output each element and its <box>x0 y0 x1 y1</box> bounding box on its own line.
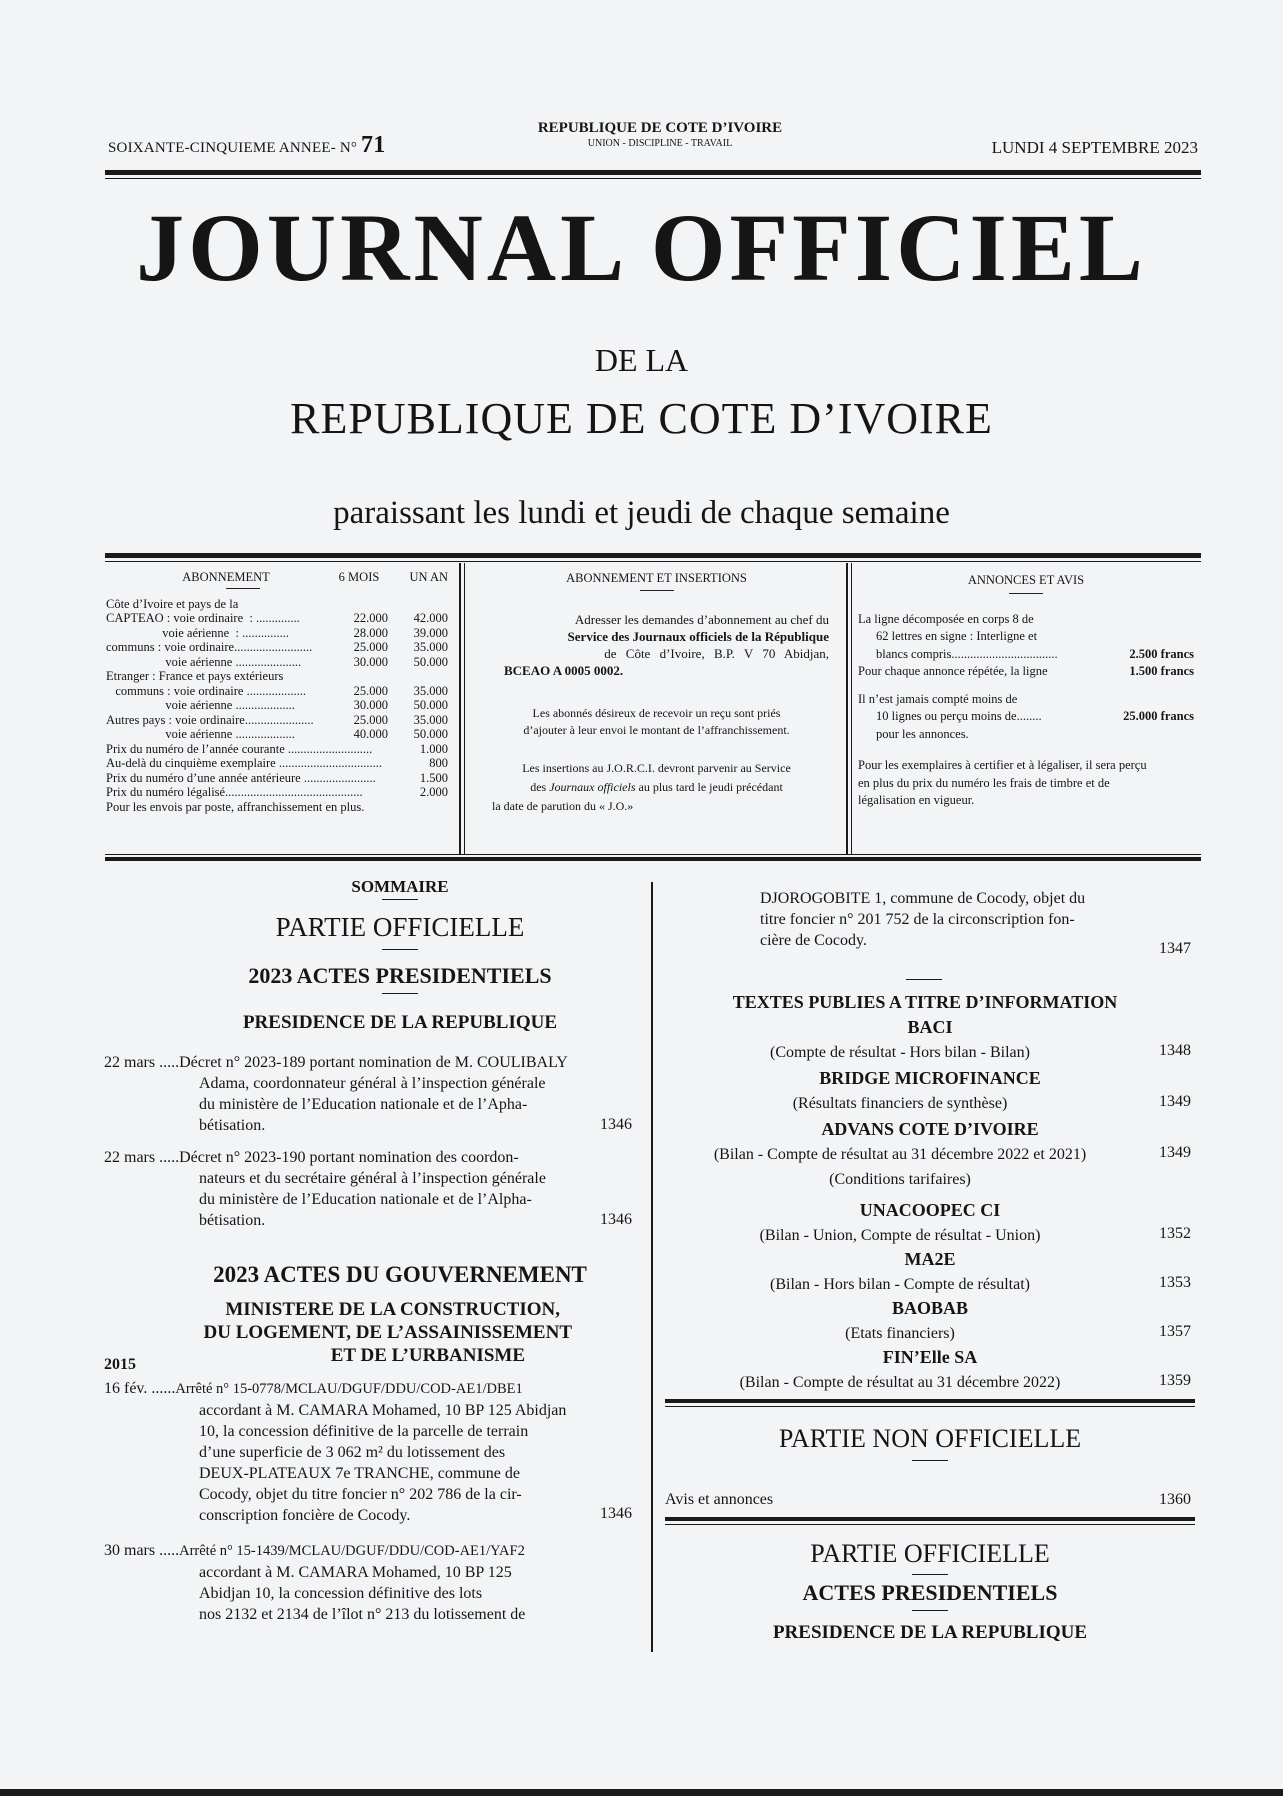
official-part-heading: PARTIE OFFICIELLE <box>810 1539 1050 1568</box>
entry-page: 1346 <box>600 1505 632 1522</box>
row-label: voie aérienne ................... <box>106 727 295 741</box>
presidential-acts-tick <box>382 993 418 994</box>
insertions-p3-line2c: au plus tard le jeudi précédant <box>635 780 783 794</box>
price-value: 1.000 <box>419 741 448 756</box>
entry-date: 30 mars ..... <box>104 1542 180 1559</box>
ann-line1: La ligne décomposée en corps 8 de <box>858 611 1034 626</box>
row-6-months: 30.000 <box>353 698 388 712</box>
document-description-extra: (Conditions tarifaires) <box>829 1171 971 1188</box>
insertions-p1-line4: BCEAO A 0005 0002. <box>504 663 624 678</box>
entry-line: Arrêté n° 15-1439/MCLAU/DGUF/DDU/COD-AE1/YAF2 <box>179 1543 525 1559</box>
ann-line4-price: 1.500 francs <box>1129 664 1194 678</box>
row-6-months: 30.000 <box>353 654 388 669</box>
price-row <box>106 756 448 771</box>
entry-line: Décret n° 2023-189 portant nomination de M. COULIBALY <box>179 1054 568 1071</box>
row-6-months: 40.000 <box>353 727 388 741</box>
entry-line: Décret n° 2023-190 portant nomination des coordon- <box>179 1149 519 1166</box>
presidential-acts-title: 2023 ACTES PRESIDENTIELS <box>248 963 552 988</box>
summary-entry-decree-190 <box>104 1147 584 1231</box>
header-motto: UNION - DISCIPLINE - TRAVAIL <box>587 138 733 149</box>
entry-line: bétisation. <box>199 1117 266 1134</box>
entry-line: cière de Cocody. <box>760 932 867 949</box>
row-1-year: 35.000 <box>413 712 448 727</box>
issue-number-value: 71 <box>361 132 386 158</box>
insertions-p3-line2b: Journaux officiels <box>549 780 636 794</box>
row-label: Autres pays : voie ordinaire...................... <box>106 712 314 727</box>
row-label: CAPTEAO : voie ordinaire : .............. <box>106 611 300 625</box>
row-1-year: 35.000 <box>413 640 448 654</box>
ann-line3: blancs compris.................................. <box>876 646 1058 661</box>
document-page: 1348 <box>1159 1042 1191 1059</box>
price-row <box>106 771 448 786</box>
row-1-year: 39.000 <box>413 625 448 640</box>
insertions-p2-line1: Les abonnés désireux de recevoir un reçu sont priés <box>532 706 781 720</box>
ann-line6-price: 25.000 francs <box>1123 709 1194 723</box>
entry-line: Arrêté n° 15-0778/MCLAU/DGUF/DDU/COD-AE1/DBE1 <box>175 1381 523 1397</box>
document-page: 1349 <box>1159 1144 1191 1161</box>
non-official-rule <box>665 1399 1195 1403</box>
row-6-months: 25.000 <box>353 712 388 727</box>
entry-page: 1346 <box>600 1211 632 1228</box>
subscription-row <box>106 669 448 684</box>
entry-date: 22 mars ..... <box>104 1149 180 1166</box>
header-republic-name: REPUBLIQUE DE COTE D’IVOIRE <box>537 120 783 136</box>
row-label: voie aérienne : ............... <box>106 625 289 640</box>
ann-line8: Pour les exemplaires à certifier et à légaliser, il sera perçu <box>858 758 1147 772</box>
insertions-p1-line3: de Côte d’Ivoire, B.P. V 70 Abidjan, <box>604 646 829 661</box>
notices-entry: Avis et annonces <box>665 1491 774 1508</box>
row-label: communs : voie ordinaire ................... <box>106 683 306 698</box>
price-label: Prix du numéro d’une année antérieure ....................... <box>106 770 376 785</box>
row-6-months <box>344 669 388 684</box>
ann-line2: 62 lettres en signe : Interligne et <box>876 629 1038 643</box>
document-page: 1352 <box>1159 1225 1191 1242</box>
row-6-months: 28.000 <box>353 625 388 640</box>
infobox-bottom-rule <box>105 857 1201 861</box>
postage-note: Pour les envois par poste, affranchissement en plus. <box>106 799 365 814</box>
row-1-year: 50.000 <box>413 698 448 712</box>
ann-line5: Il n’est jamais compté moins de <box>858 691 1018 706</box>
insertions-p1-line1: Adresser les demandes d’abonnement au chef du <box>574 612 829 627</box>
official-heading-tick <box>912 1574 948 1575</box>
ministry-title <box>150 1298 650 1367</box>
entry-line: du ministère de l’Education nationale et de l’Alpha- <box>199 1191 532 1208</box>
entry-line: Adama, coordonnateur général à l’inspection générale <box>199 1075 546 1092</box>
continued-entry <box>760 888 1180 951</box>
subscription-table <box>106 570 448 814</box>
government-acts-title: 2023 ACTES DU GOUVERNEMENT <box>213 1262 587 1287</box>
subscription-rows <box>106 597 448 742</box>
document-page: 1353 <box>1159 1274 1191 1291</box>
ann-line6: 10 lignes ou perçu moins de........ <box>876 709 1042 723</box>
presidential-acts-heading-tick <box>912 1610 948 1611</box>
subscription-row <box>106 597 448 612</box>
infobox-bottom-rule-thin <box>105 854 1201 855</box>
announcements-title: ANNONCES ET AVIS <box>967 573 1085 587</box>
official-section-rule-thin <box>665 1524 1195 1525</box>
ann-line7: pour les annonces. <box>876 726 969 741</box>
announcements-column <box>858 572 1194 810</box>
issue-number <box>108 132 385 159</box>
subscription-row <box>106 727 448 742</box>
row-label: communs : voie ordinaire......................... <box>106 640 313 654</box>
document-description: (Compte de résultat - Hors bilan - Bilan) <box>770 1044 1030 1061</box>
header-rule-thin <box>105 178 1201 179</box>
row-label: voie aérienne ..................... <box>106 654 302 669</box>
price-row <box>106 742 448 757</box>
document-description: (Bilan - Compte de résultat au 31 décembre 2022 et 2021) <box>713 1146 1087 1163</box>
row-label: Etranger : France et pays extérieurs <box>106 669 284 683</box>
company-name: ADVANS COTE D’IVOIRE <box>821 1119 1039 1139</box>
entry-line: 10, la concession définitive de la parcelle de terrain <box>199 1423 529 1440</box>
insertions-title-tick <box>640 590 674 591</box>
official-part-title: PARTIE OFFICIELLE <box>275 912 525 942</box>
summary-tick <box>382 899 418 900</box>
entry-line: DEUX-PLATEAUX 7e TRANCHE, commune de <box>199 1465 520 1482</box>
subscription-row <box>106 655 448 670</box>
entry-line: Abidjan 10, la concession définitive des lots <box>199 1585 483 1602</box>
ann-line4: Pour chaque annonce répétée, la ligne <box>858 664 1048 678</box>
row-6-months: 25.000 <box>353 683 388 698</box>
summary-entry-arrete-1439 <box>104 1540 584 1625</box>
price-rows <box>106 742 448 800</box>
entry-line: nateurs et du secrétaire général à l’inspection générale <box>199 1170 546 1187</box>
row-1-year: 50.000 <box>413 654 448 669</box>
infobox-divider-1 <box>459 563 461 854</box>
entry-date: 16 fév. ...... <box>104 1380 176 1397</box>
ann-line10: légalisation en vigueur. <box>858 793 975 807</box>
infobox-divider-1b <box>464 563 465 854</box>
price-label: Au-delà du cinquième exemplaire ................................. <box>106 756 382 770</box>
entry-page: 1346 <box>600 1116 632 1133</box>
insertions-title: ABONNEMENT ET INSERTIONS <box>566 571 747 585</box>
entry-line: conscription foncière de Cocody. <box>199 1507 411 1524</box>
document-description: (Résultats financiers de synthèse) <box>792 1095 1008 1112</box>
row-1-year: 50.000 <box>413 727 448 741</box>
entry-line: nos 2132 et 2134 de l’îlot n° 213 du lotissement de <box>199 1606 526 1623</box>
non-official-part-title: PARTIE NON OFFICIELLE <box>778 1424 1082 1453</box>
subscription-row <box>106 698 448 713</box>
ann-line3-price: 2.500 francs <box>1129 646 1194 661</box>
price-value: 2.000 <box>419 785 448 799</box>
company-name: MA2E <box>904 1249 956 1269</box>
col-6-months: 6 MOIS <box>338 570 380 584</box>
document-description: (Bilan - Union, Compte de résultat - Union) <box>759 1227 1041 1244</box>
document-page: 1357 <box>1159 1323 1191 1340</box>
price-row <box>106 785 448 800</box>
insertions-p2-line2: d’ajouter à leur envoi le montant de l’affranchissement. <box>523 723 790 737</box>
page-bottom-rule <box>0 1789 1283 1796</box>
header-republic <box>470 120 850 149</box>
document-description: (Bilan - Compte de résultat au 31 décembre 2022) <box>739 1374 1061 1391</box>
summary-entry-arrete-0778 <box>104 1378 584 1526</box>
entry-page: 1347 <box>1159 940 1191 957</box>
entry-line: accordant à M. CAMARA Mohamed, 10 BP 125 <box>199 1564 512 1581</box>
infobox-top-rule-thin <box>105 561 1201 562</box>
row-1-year <box>388 669 448 684</box>
insertions-p3-line1: Les insertions au J.O.R.C.I. devront parvenir au Service <box>522 761 791 775</box>
company-name: BRIDGE MICROFINANCE <box>819 1068 1041 1088</box>
price-label: Prix du numéro légalisé............................................ <box>106 785 363 799</box>
entry-line: DJOROGOBITE 1, commune de Cocody, objet du <box>760 890 1086 907</box>
column-divider <box>651 882 653 1652</box>
entry-date: 22 mars ..... <box>104 1054 180 1071</box>
year-label: SOIXANTE-CINQUIEME ANNEE- N° <box>108 140 358 156</box>
company-name: BAOBAB <box>891 1298 969 1318</box>
insertions-p3-line2a: des <box>530 780 550 794</box>
subscription-title-tick <box>226 588 260 589</box>
summary-title: SOMMAIRE <box>351 877 449 896</box>
announcements-title-tick <box>1009 593 1043 594</box>
price-label: Prix du numéro de l’année courante ........................... <box>106 741 373 756</box>
subscription-row <box>106 611 448 626</box>
row-1-year: 42.000 <box>413 611 448 625</box>
entry-line: bétisation. <box>199 1212 266 1229</box>
row-1-year <box>388 597 448 612</box>
infobox-divider-2 <box>846 563 848 854</box>
price-value: 1.500 <box>419 770 448 785</box>
ministry-line2: DU LOGEMENT, DE L’ASSAINISSEMENT <box>203 1322 572 1343</box>
year-2015: 2015 <box>104 1356 136 1373</box>
infobox-divider-2b <box>851 563 852 854</box>
ministry-line3: ET DE L’URBANISME <box>330 1345 525 1366</box>
presidency-title: PRESIDENCE DE LA REPUBLIQUE <box>242 1012 558 1033</box>
masthead-title: JOURNAL OFFICIEL <box>136 194 1147 301</box>
non-official-rule-thin <box>665 1406 1195 1407</box>
subscription-row <box>106 640 448 655</box>
insertions-p1-line2: Service des Journaux officiels de la République <box>567 629 829 644</box>
subscription-title: ABONNEMENT <box>182 570 270 584</box>
masthead-de-la: DE LA <box>594 342 689 378</box>
document-page: 1349 <box>1159 1093 1191 1110</box>
summary-entry-decree-189 <box>104 1052 584 1136</box>
notices-page: 1360 <box>1159 1491 1191 1508</box>
infobox-top-rule <box>105 553 1201 558</box>
row-label: voie aérienne ................... <box>106 698 295 712</box>
ann-line9: en plus du prix du numéro les frais de timbre et de <box>858 775 1110 790</box>
document-page: 1359 <box>1159 1372 1191 1389</box>
masthead-republic: REPUBLIQUE DE COTE D’IVOIRE <box>290 394 993 443</box>
company-name: FIN’Elle SA <box>882 1347 978 1367</box>
issue-date: LUNDI 4 SEPTEMBRE 2023 <box>991 138 1198 157</box>
row-label: Côte d’Ivoire et pays de la <box>106 596 239 611</box>
ministry-line1: MINISTERE DE LA CONSTRUCTION, <box>225 1299 560 1320</box>
presidency-heading: PRESIDENCE DE LA REPUBLIQUE <box>772 1622 1088 1643</box>
col-1-year: UN AN <box>409 570 448 584</box>
subscription-row <box>106 684 448 699</box>
company-name: UNACOOPEC CI <box>859 1200 1001 1220</box>
entry-line: Cocody, objet du titre foncier n° 202 786 de la cir- <box>199 1486 522 1503</box>
entry-line: du ministère de l’Education nationale et de l’Apha- <box>199 1096 528 1113</box>
information-texts-title: TEXTES PUBLIES A TITRE D’INFORMATION <box>732 992 1118 1012</box>
non-official-tick <box>912 1460 948 1461</box>
presidential-acts-heading: ACTES PRESIDENTIELS <box>802 1580 1058 1605</box>
entry-line: accordant à M. CAMARA Mohamed, 10 BP 125 Abidjan <box>199 1402 567 1419</box>
continued-tick <box>906 979 942 980</box>
row-6-months: 25.000 <box>353 640 388 654</box>
row-6-months: 22.000 <box>353 611 388 625</box>
price-value: 800 <box>429 756 448 770</box>
document-description: (Bilan - Hors bilan - Compte de résultat) <box>770 1276 1030 1293</box>
header-rule-thick <box>105 170 1201 175</box>
row-1-year: 35.000 <box>413 683 448 698</box>
insertions-p3-line3: la date de parution du « J.O.» <box>492 799 634 813</box>
document-description: (Etats financiers) <box>845 1325 955 1342</box>
official-part-tick <box>382 949 418 950</box>
insertions-column <box>484 570 829 816</box>
subscription-row <box>106 626 448 641</box>
row-6-months <box>344 597 388 612</box>
subscription-row <box>106 713 448 728</box>
entry-line: titre foncier n° 201 752 de la circonscription fon- <box>760 911 1075 928</box>
company-name: BACI <box>907 1017 953 1037</box>
entry-line: d’une superficie de 3 062 m² du lotissement des <box>199 1444 506 1461</box>
masthead-publication-days: paraissant les lundi et jeudi de chaque semaine <box>333 495 950 531</box>
official-section-rule <box>665 1517 1195 1521</box>
